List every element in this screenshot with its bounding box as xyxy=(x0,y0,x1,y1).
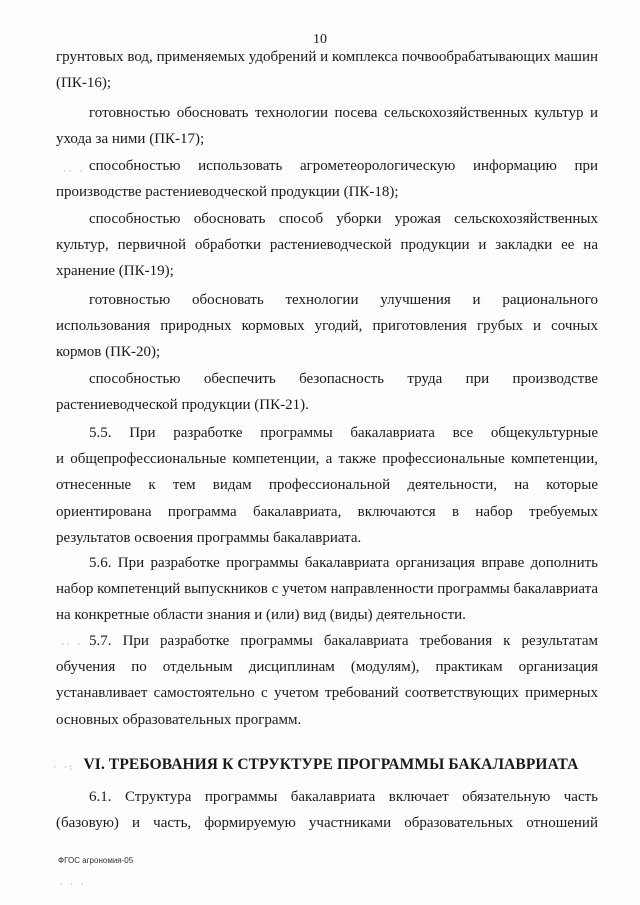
paragraph-pk20 xyxy=(56,287,598,366)
text-line: готовностью обосновать технологии посева сельскохозяйственных культур и xyxy=(89,105,598,121)
paragraph-pk18 xyxy=(56,153,598,205)
section-heading: VI. ТРЕБОВАНИЯ К СТРУКТУРЕ ПРОГРАММЫ БАКАЛАВРИАТА xyxy=(83,756,579,773)
text-line: (базовую) и часть, формируемую участниками образовательных отношений xyxy=(56,815,598,832)
text-line: хранение (ПК-19); xyxy=(56,263,174,280)
text-line: готовностью обосновать технологии улучшения и рационального xyxy=(89,292,598,308)
scan-speck: ·· · xyxy=(62,167,84,177)
paragraph-6-1 xyxy=(56,784,598,836)
text-line: культур, первичной обработки растениеводческой продукции и закладки ее на xyxy=(56,237,598,254)
text-line: грунтовых вод, применяемых удобрений и комплекса почвообрабатывающих машин xyxy=(56,49,598,65)
text-line: и общепрофессиональные компетенции, а также профессиональные компетенции, xyxy=(56,451,598,468)
paragraph-pk17 xyxy=(56,100,598,152)
text-line: способностью использовать агрометеорологическую информацию при xyxy=(89,158,598,174)
document-footer: ФГОС агрономия-05 xyxy=(58,856,134,865)
scan-speck: ·· · xyxy=(60,640,82,650)
text-line: 5.7. При разработке программы бакалавриата требования к результатам xyxy=(89,633,598,649)
text-line: использования природных кормовых угодий, приготовления грубых и сочных xyxy=(56,318,598,335)
text-line: производстве растениеводческой продукции (ПК-18); xyxy=(56,184,399,201)
text-line: ухода за ними (ПК-17); xyxy=(56,131,205,148)
paragraph-pk16 xyxy=(56,44,598,96)
text-line: 5.5. При разработке программы бакалавриата все общекультурные xyxy=(89,425,598,441)
text-line: ориентирована программа бакалавриата, включаются в набор требуемых xyxy=(56,503,598,520)
text-line: 5.6. При разработке программы бакалавриата организация вправе дополнить xyxy=(89,555,598,571)
paragraph-5-7 xyxy=(56,628,598,733)
paragraph-5-6 xyxy=(56,550,598,629)
scan-speck: · ·: xyxy=(52,763,74,773)
text-line: растениеводческой продукции (ПК-21). xyxy=(56,397,309,414)
text-line: кормов (ПК-20); xyxy=(56,344,161,361)
paragraph-pk19 xyxy=(56,206,598,285)
text-line: на конкретные области знания и (или) вид (виды) деятельности. xyxy=(56,607,466,624)
text-line: способностью обосновать способ уборки урожая сельскохозяйственных xyxy=(89,211,598,227)
text-line: результатов освоения программы бакалавриата. xyxy=(56,529,362,546)
text-line: устанавливает самостоятельно с учетом требований соответствующих примерных xyxy=(56,685,598,702)
text-line: набор компетенций выпускников с учетом направленности программы бакалавриата xyxy=(56,581,598,598)
scan-speck: · · · xyxy=(58,880,86,890)
text-line: 6.1. Структура программы бакалавриата включает обязательную часть xyxy=(89,789,598,805)
page-number: 10 xyxy=(313,32,327,47)
paragraph-5-5 xyxy=(56,420,598,551)
text-line: отнесенные к тем видам профессиональной деятельности, на которые xyxy=(56,477,598,494)
text-line: основных образовательных программ. xyxy=(56,711,302,728)
text-line: обучения по отдельным дисциплинам (модулям), практикам организация xyxy=(56,659,598,676)
text-line: (ПК-16); xyxy=(56,75,111,92)
paragraph-pk21 xyxy=(56,366,598,418)
text-line: способностью обеспечить безопасность труда при производстве xyxy=(89,371,598,387)
